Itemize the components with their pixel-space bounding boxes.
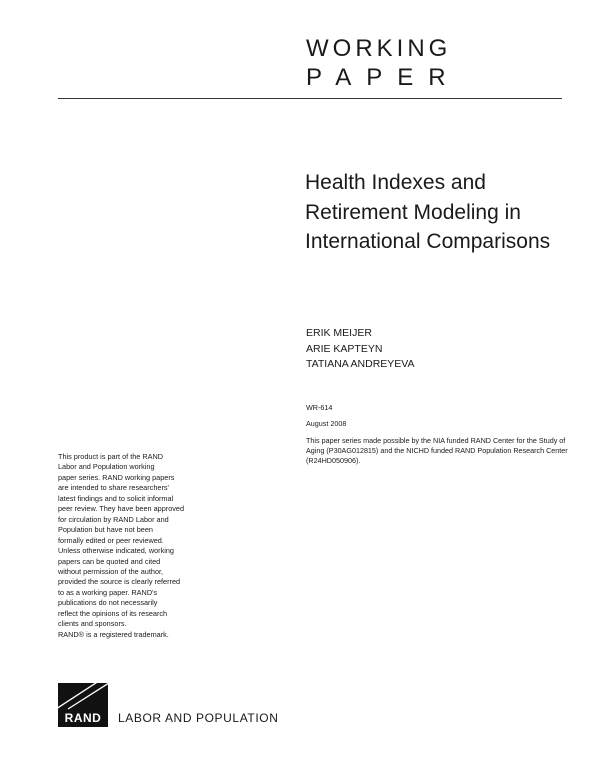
disclaimer-line: publications do not necessarily xyxy=(58,598,158,608)
disclaimer-line: paper series. RAND working papers xyxy=(58,472,175,482)
division-name: LABOR AND POPULATION xyxy=(118,711,279,725)
working-paper-heading-line1: WORKING xyxy=(306,35,452,62)
trademark-text: is a registered trademark. xyxy=(84,629,169,639)
paper-title-line: Retirement Modeling in xyxy=(305,200,521,224)
disclaimer-line: This product is part of the RAND xyxy=(58,452,164,461)
disclaimer-line: peer review. They have been approved xyxy=(58,504,185,514)
paper-title-line: International Comparisons xyxy=(305,230,551,253)
header-divider xyxy=(58,98,562,99)
report-id: WR-614 xyxy=(306,403,333,412)
disclaimer-line: for circulation by RAND Labor and xyxy=(58,514,169,524)
trademark-line xyxy=(58,630,198,640)
disclaimer-line: to as a working paper. RAND's xyxy=(58,587,158,597)
disclaimer-line: Unless otherwise indicated, working xyxy=(58,546,174,556)
publication-date: August 2008 xyxy=(306,419,347,428)
paper-title-line: Health Indexes and xyxy=(305,171,486,194)
funding-statement: This paper series made possible by the NIA funded RAND Center for the Study of Aging (P30AG012815) and the NICHD funded RAND Population Research Center (R24HD050906). xyxy=(306,436,568,465)
disclaimer-line: latest findings and to solicit informal xyxy=(58,493,174,503)
disclaimer-line: Labor and Population working xyxy=(58,462,155,472)
trademark-brand: RAND® xyxy=(58,629,85,639)
disclaimer-line: formally edited or peer reviewed. xyxy=(58,535,164,545)
disclaimer-line: without permission of the author, xyxy=(58,566,164,576)
author-name: ARIE KAPTEYN xyxy=(306,342,383,355)
author-name: TATIANA ANDREYEVA xyxy=(306,358,415,370)
disclaimer-line: reflect the opinions of its research xyxy=(58,608,168,618)
rand-logo-text: RAND xyxy=(64,711,102,725)
author-name: ERIK MEIJER xyxy=(306,327,372,339)
author-list xyxy=(306,326,415,373)
disclaimer-line: provided the source is clearly referred xyxy=(58,577,181,587)
disclaimer-text xyxy=(58,452,198,640)
disclaimer-line: clients and sponsors. xyxy=(58,619,127,629)
disclaimer-line: are intended to share researchers' xyxy=(58,483,169,493)
paper-title xyxy=(305,168,595,257)
disclaimer-line: Population but have not been xyxy=(58,525,153,535)
working-paper-heading-line2: PAPER xyxy=(306,64,461,91)
disclaimer-line: papers can be quoted and cited xyxy=(58,556,161,566)
